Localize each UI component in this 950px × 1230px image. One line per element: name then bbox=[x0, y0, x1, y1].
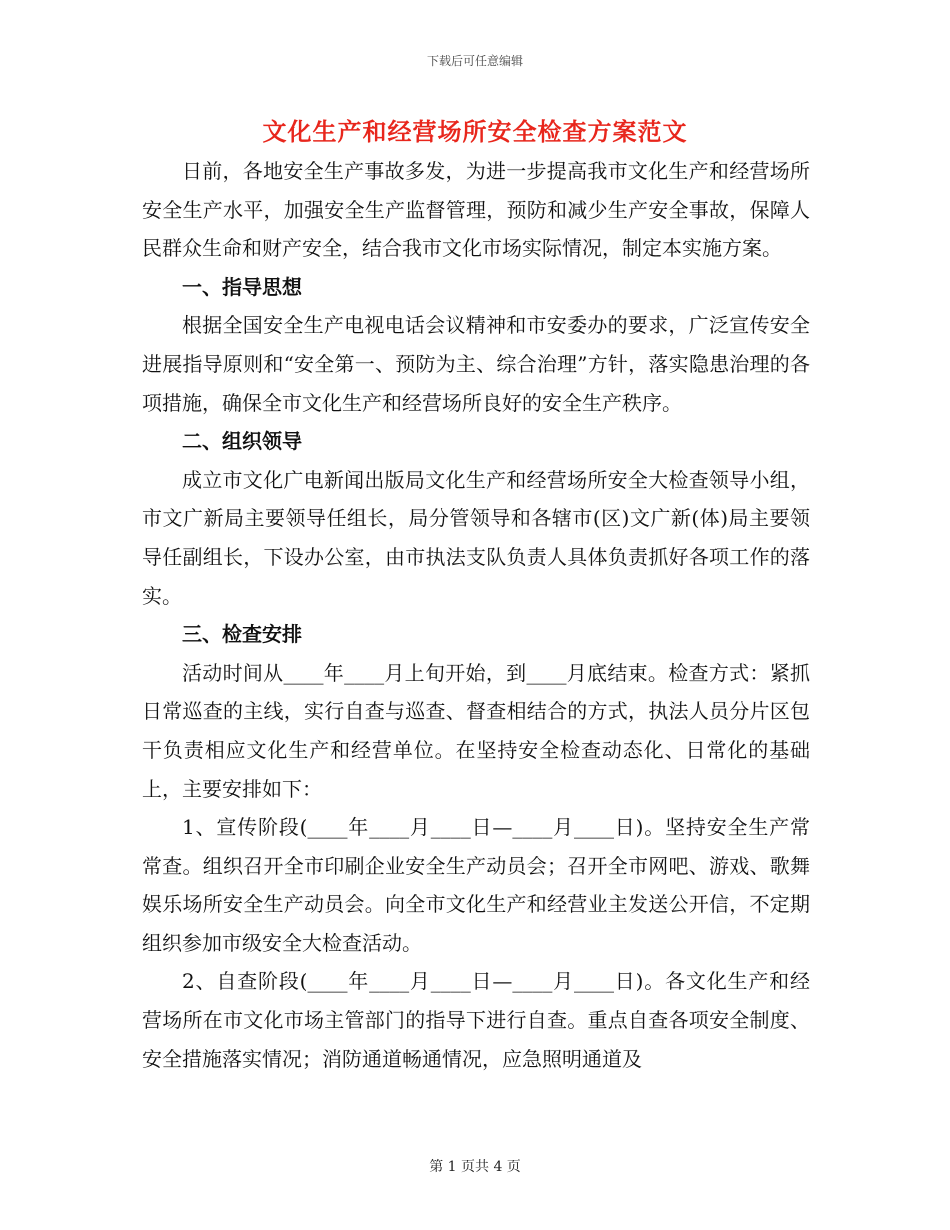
page-header-note: 下载后可任意编辑 bbox=[426, 54, 523, 68]
paragraph-self-check-stage: 2、自查阶段(____年____月____日—____月____日)。各文化生产和经营场所在市文化市场主管部门的指导下进行自查。重点自查各项安全制度、安全措施落实情况；消防通道畅通情况，应急照明通道及 bbox=[142, 969, 810, 1071]
paragraph-intro: 日前，各地安全生产事故多发，为进一步提高我市文化生产和经营场所安全生产水平，加强安全生产监督管理，预防和减少生产安全事故，保障人民群众生命和财产安全，结合我市文化市场实际情况，制定本实施方案。 bbox=[142, 159, 810, 261]
section-heading-guiding-ideology: 一、指导思想 bbox=[182, 274, 302, 299]
paragraph-publicity-stage: 1、宣传阶段(____年____月____日—____月____日)。坚持安全生产常常查。组织召开全市印刷企业安全生产动员会；召开全市网吧、游戏、歌舞娱乐场所安全生产动员会。向全市文化生产和经营业主发送公开信，不定期组织参加市级安全大检查活动。 bbox=[142, 815, 810, 955]
section-heading-inspection-arrangement: 三、检查安排 bbox=[182, 622, 302, 647]
section-heading-organization: 二、组织领导 bbox=[182, 429, 302, 454]
document-body bbox=[142, 152, 810, 1078]
paragraph-guiding-ideology: 根据全国安全生产电视电话会议精神和市安委办的要求，广泛宣传安全进展指导原则和“安全第一、预防为主、综合治理”方针，落实隐患治理的各项措施，确保全市文化生产和经营场所良好的安全生产秩序。 bbox=[142, 313, 810, 415]
page-number: 第 1 页共 4 页 bbox=[429, 1159, 521, 1175]
paragraph-inspection-arrangement: 活动时间从____年____月上旬开始，到____月底结束。检查方式：紧抓日常巡查的主线，实行自查与巡查、督查相结合的方式，执法人员分片区包干负责相应文化生产和经营单位。在坚持安全检查动态化、日常化的基础上，主要安排如下： bbox=[142, 660, 810, 801]
document-title: 文化生产和经营场所安全检查方案范文 bbox=[262, 117, 688, 146]
paragraph-organization: 成立市文化广电新闻出版局文化生产和经营场所安全大检查领导小组，市文广新局主要领导任组长，局分管领导和各辖市(区)文广新(体)局主要领导任副组长，下设办公室，由市执法支队负责人具体负责抓好各项工作的落实。 bbox=[142, 467, 810, 608]
